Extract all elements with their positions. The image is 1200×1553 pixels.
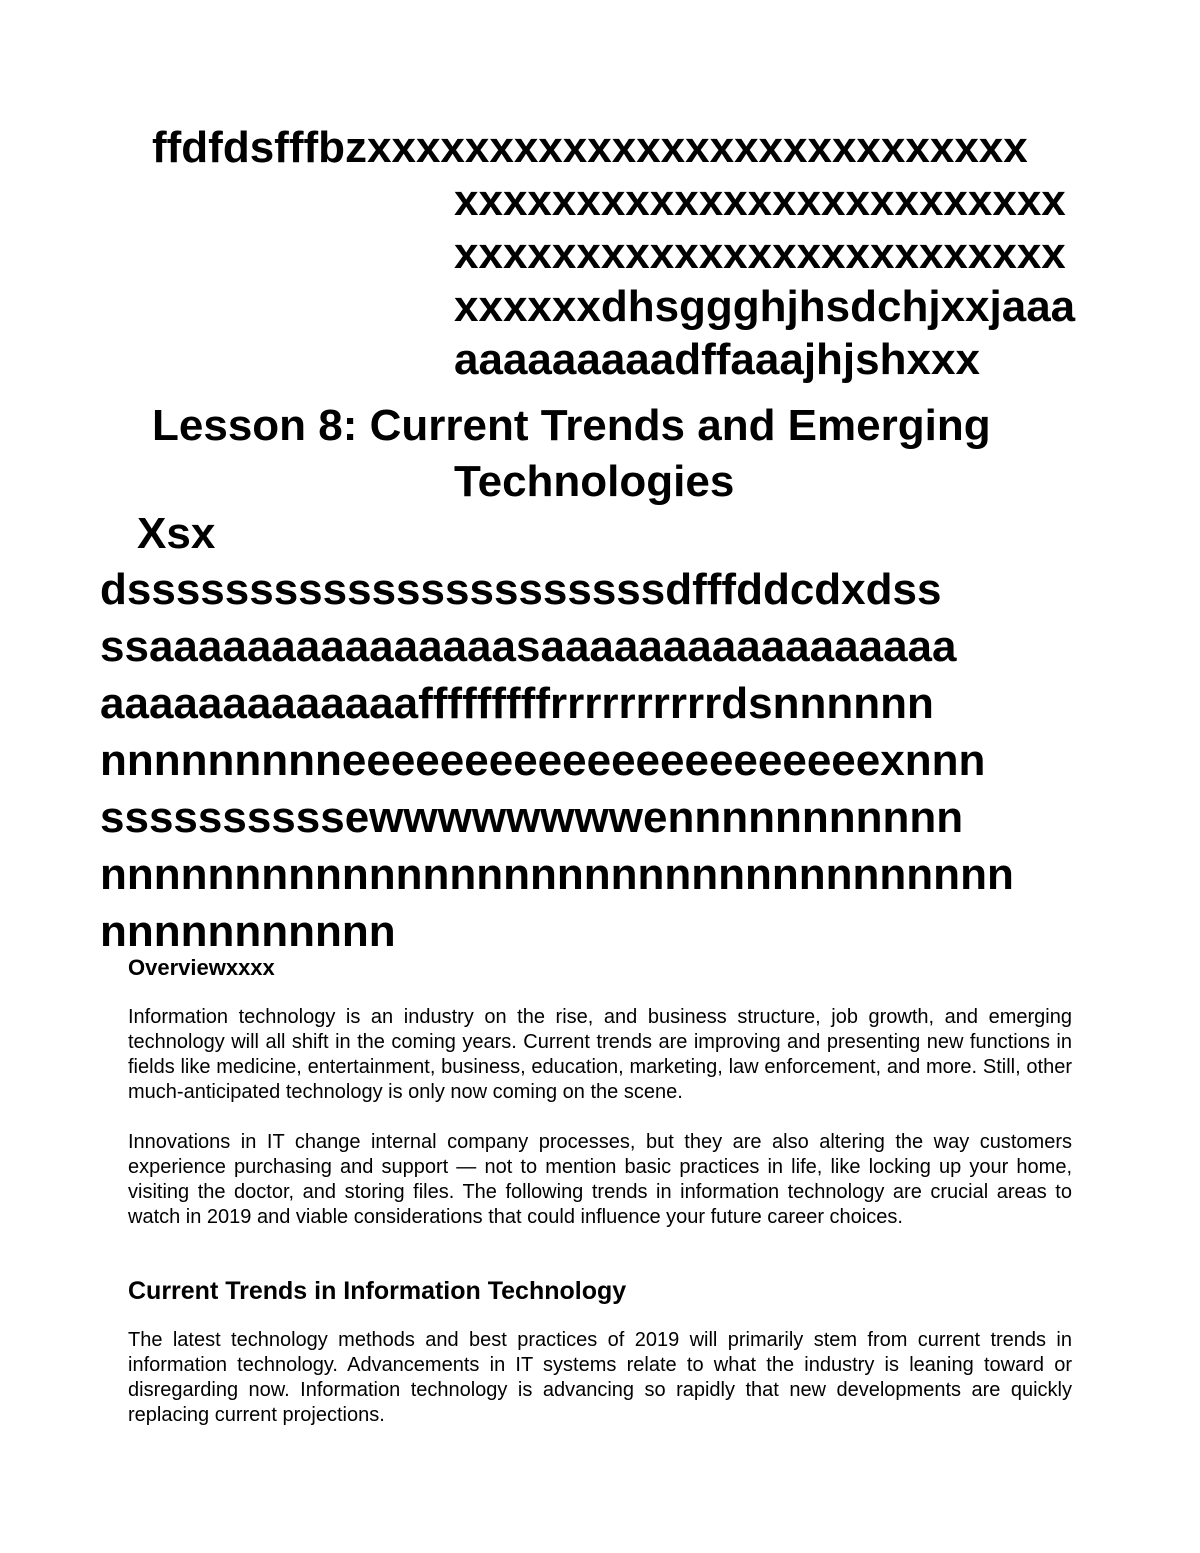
filler-line: nnnnnnnnnnnnnnnnnnnnnnnnnnnnnnnnnn — [100, 850, 1014, 899]
header-line: xxxxxxdhsggghjhsdchjxxjaaa — [454, 282, 1076, 331]
filler-line: ssssssssssewwwwwwwwennnnnnnnnnn — [100, 793, 964, 842]
lesson-title-line: Lesson 8: Current Trends and Emerging — [152, 401, 991, 450]
filler-line: nnnnnnnnneeeeeeeeeeeeeeeeeeeeeexnnn — [100, 736, 986, 785]
lesson-title-line: Technologies — [454, 457, 735, 506]
header-line: xxxxxxxxxxxxxxxxxxxxxxxxx — [454, 229, 1066, 278]
header-line: xxxxxxxxxxxxxxxxxxxxxxxxx — [454, 176, 1066, 225]
overview-paragraph: Information technology is an industry on the rise, and business structure, job growth, and emerging technology will all shift in the coming years. Current trends are improving and presenting new functions in fields like medicine, entertainment, business, education, marketing, law enforcement, and more. Still, other much-anticipated technology is only now coming on the scene. — [128, 1006, 1072, 1103]
xsx-text: Xsx — [137, 509, 216, 558]
filler-line: dssssssssssssssssssssssdfffddcdxdss — [100, 565, 942, 614]
filler-line: aaaaaaaaaaaaafffffffffrrrrrrrrrrdsnnnnnn — [100, 679, 934, 728]
document-body — [128, 954, 1072, 1453]
current-trends-paragraph: The latest technology methods and best practices of 2019 will primarily stem from current trends in information technology. Advancements in IT systems relate to what the industry is leaning toward or disregarding now. Information technology is advancing so rapidly that new developments are quickly replacing current projections. — [128, 1329, 1072, 1426]
lesson-title — [152, 401, 1112, 516]
overview-heading: Overviewxxxx — [128, 955, 275, 980]
current-trends-heading: Current Trends in Information Technology — [128, 1277, 627, 1305]
filler-line: ssaaaaaaaaaaaaaaasaaaaaaaaaaaaaaaaa — [100, 622, 957, 671]
header-line: aaaaaaaaadffaaajhjshxxx — [454, 335, 980, 384]
overview-paragraph: Innovations in IT change internal company processes, but they are also altering the way customers experience purchasing and support — not to mention basic practices in life, like locking up your home, visiting the doctor, and storing files. The following trends in information technology are crucial areas to watch in 2019 and viable considerations that could influence your future career choices. — [128, 1131, 1072, 1228]
filler-text-block — [100, 565, 1140, 967]
filler-line: nnnnnnnnnnn — [100, 907, 396, 956]
header-line: ffdfdsfffbzxxxxxxxxxxxxxxxxxxxxxxxxxxx — [152, 123, 1028, 172]
header-text-block — [152, 123, 1122, 391]
